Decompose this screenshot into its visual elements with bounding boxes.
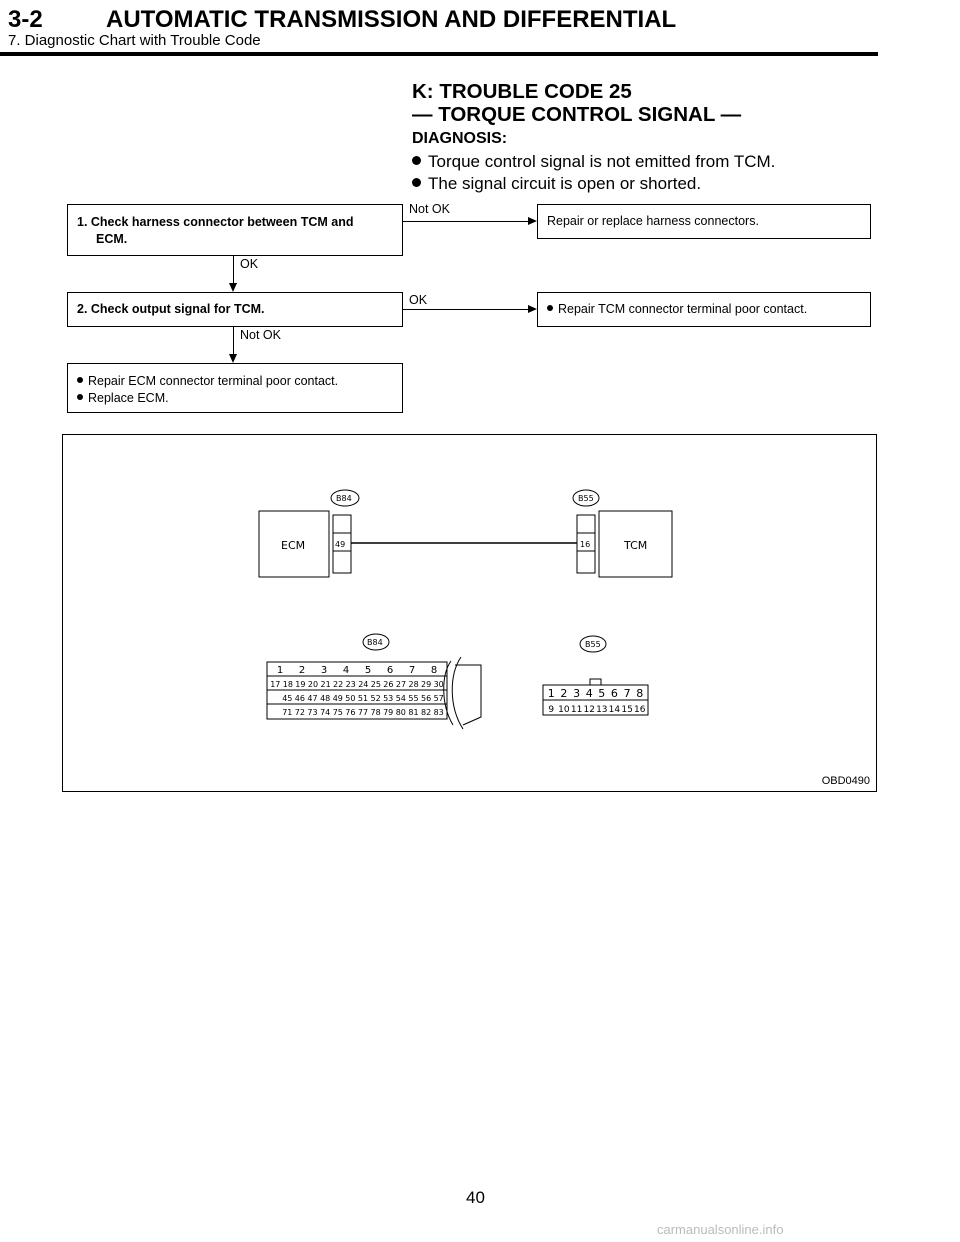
- tcm-label: TCM: [624, 539, 648, 552]
- b55-pin: 1: [547, 687, 555, 700]
- step1-notok-label: Not OK: [409, 202, 450, 216]
- bullet-icon: [412, 156, 421, 165]
- b84-pin: 53: [383, 694, 394, 703]
- b84-pin: 80: [395, 708, 406, 717]
- arrow-right-icon: [528, 217, 537, 225]
- figure-code: OBD0490: [821, 775, 870, 787]
- b55-pin: 8: [636, 687, 644, 700]
- tcm-pin-label: 16: [580, 540, 591, 549]
- ecm-pin-label: 49: [335, 540, 346, 549]
- b84-pins: [270, 665, 444, 717]
- b84-pin: 56: [421, 694, 432, 703]
- b84-pin: 55: [408, 694, 419, 703]
- b84-pin: 18: [282, 680, 293, 689]
- arrow-right-icon: [528, 305, 537, 313]
- step2-right-connector: [403, 309, 529, 310]
- final-action-box: [67, 363, 403, 413]
- step1-box: [67, 204, 403, 256]
- b55-pin: 15: [621, 705, 633, 715]
- b84-pin: 23: [345, 680, 356, 689]
- b84-pin: 3: [320, 665, 328, 676]
- b84-pin: 75: [332, 708, 343, 717]
- b55-pin: 12: [583, 705, 595, 715]
- b84-pin: 45: [282, 694, 293, 703]
- final-action-item: Repair ECM connector terminal poor contact.: [77, 373, 402, 390]
- diagnosis-item: The signal circuit is open or shorted.: [412, 174, 701, 194]
- b84-pin: 46: [294, 694, 305, 703]
- b55-pin: 11: [570, 705, 583, 715]
- b84-pin: 30: [433, 680, 444, 689]
- b84-pin: 21: [320, 680, 331, 689]
- b84-pin: 2: [298, 665, 306, 676]
- b84-pin: 24: [358, 680, 369, 689]
- b84-pin: 71: [282, 708, 293, 717]
- b55-pin: 6: [610, 687, 618, 700]
- b55-pin: 16: [633, 705, 646, 715]
- page-title: AUTOMATIC TRANSMISSION AND DIFFERENTIAL: [106, 6, 677, 33]
- b55-pins: [548, 687, 646, 715]
- b84-pin: 54: [395, 694, 406, 703]
- page-subtitle: 7. Diagnostic Chart with Trouble Code: [8, 32, 261, 49]
- b84-pin: 29: [421, 680, 432, 689]
- b84-pin: 26: [383, 680, 394, 689]
- b84-pin: 76: [345, 708, 356, 717]
- step2-result-text: Repair TCM connector terminal poor contact.: [547, 301, 870, 318]
- b84-pin: 6: [386, 665, 394, 676]
- b84-pin: 19: [295, 680, 306, 689]
- b84-pin: 28: [408, 680, 419, 689]
- b55-pin: 13: [596, 705, 608, 715]
- b84-pin: 79: [383, 708, 394, 717]
- b84-pin: 73: [307, 708, 318, 717]
- arrow-down-icon: [229, 354, 237, 363]
- b55-pin: 9: [548, 705, 555, 715]
- b55-pin: 3: [573, 687, 581, 700]
- step1-line1: 1. Check harness connector between TCM and: [77, 215, 354, 229]
- step1-ok-label: OK: [240, 257, 259, 271]
- step2-notok-label: Not OK: [240, 328, 281, 342]
- bullet-icon: [412, 178, 421, 187]
- b84-pin: 47: [307, 694, 318, 703]
- b84-pin: 82: [421, 708, 432, 717]
- bullet-icon: [547, 305, 553, 311]
- b84-pin: 5: [364, 665, 372, 676]
- page-number: 40: [466, 1188, 485, 1207]
- bullet-icon: [77, 377, 83, 383]
- step2-result-box: [537, 292, 871, 327]
- b84-pin: 72: [294, 708, 305, 717]
- b55-pin: 7: [623, 687, 631, 700]
- b84-pin: 57: [433, 694, 444, 703]
- b84-pin: 22: [333, 680, 344, 689]
- b84-pin: 51: [357, 694, 369, 703]
- section-title-line2: — TORQUE CONTROL SIGNAL —: [412, 103, 742, 126]
- b84-latch: [444, 661, 453, 725]
- b55-pin: 4: [585, 687, 593, 700]
- step2-line1: 2. Check output signal for TCM.: [77, 302, 265, 316]
- b84-pin: 8: [430, 665, 438, 676]
- header-rule: [0, 52, 878, 56]
- watermark: carmanualsonline.info: [657, 1222, 784, 1237]
- step2-ok-label: OK: [409, 293, 428, 307]
- wiring-diagram: [63, 435, 876, 791]
- b84-label: B84: [336, 494, 352, 503]
- b84-pin: 17: [270, 680, 281, 689]
- b84-pin: 1: [276, 665, 284, 676]
- ecm-label: ECM: [281, 539, 306, 552]
- b84-pin: 20: [307, 680, 319, 689]
- step1-line2: ECM.: [96, 232, 128, 246]
- b84-pin: 74: [320, 708, 331, 717]
- final-action-item: Replace ECM.: [77, 390, 402, 407]
- step1-result-box: [537, 204, 871, 239]
- b84-pin: 25: [370, 680, 381, 689]
- section-number: 3-2: [8, 6, 43, 33]
- step2-down-connector: [233, 327, 234, 355]
- b55-pin: 10: [558, 705, 570, 715]
- b84-pin: 81: [408, 708, 419, 717]
- b55-pin: 5: [598, 687, 606, 700]
- step1-result-text: Repair or replace harness connectors.: [547, 214, 759, 228]
- step2-box: [67, 292, 403, 327]
- b84-pin: 50: [345, 694, 356, 703]
- step1-down-connector: [233, 256, 234, 284]
- bullet-icon: [77, 394, 83, 400]
- b84-pin: 77: [357, 708, 369, 717]
- arrow-down-icon: [229, 283, 237, 292]
- b84-pin: 49: [332, 694, 343, 703]
- b84-pin: 7: [408, 665, 416, 676]
- b84-pin: 27: [395, 680, 407, 689]
- b84-pin: 48: [320, 694, 331, 703]
- b84-pin: 78: [370, 708, 381, 717]
- b84-pin: 52: [370, 694, 381, 703]
- step1-right-connector: [403, 221, 529, 222]
- section-title-line1: K: TROUBLE CODE 25: [412, 80, 632, 103]
- diagnosis-label: DIAGNOSIS:: [412, 130, 508, 147]
- diagnosis-item: Torque control signal is not emitted from TCM.: [412, 152, 775, 172]
- b55-pin: 14: [608, 705, 621, 715]
- b55-label: B55: [578, 494, 594, 503]
- b84-pin: 83: [433, 708, 444, 717]
- b55-pin: 2: [560, 687, 568, 700]
- b84-face-label: B84: [367, 638, 383, 647]
- wiring-figure: [62, 434, 877, 792]
- b55-face-label: B55: [585, 640, 601, 649]
- b84-pin: 4: [342, 665, 350, 676]
